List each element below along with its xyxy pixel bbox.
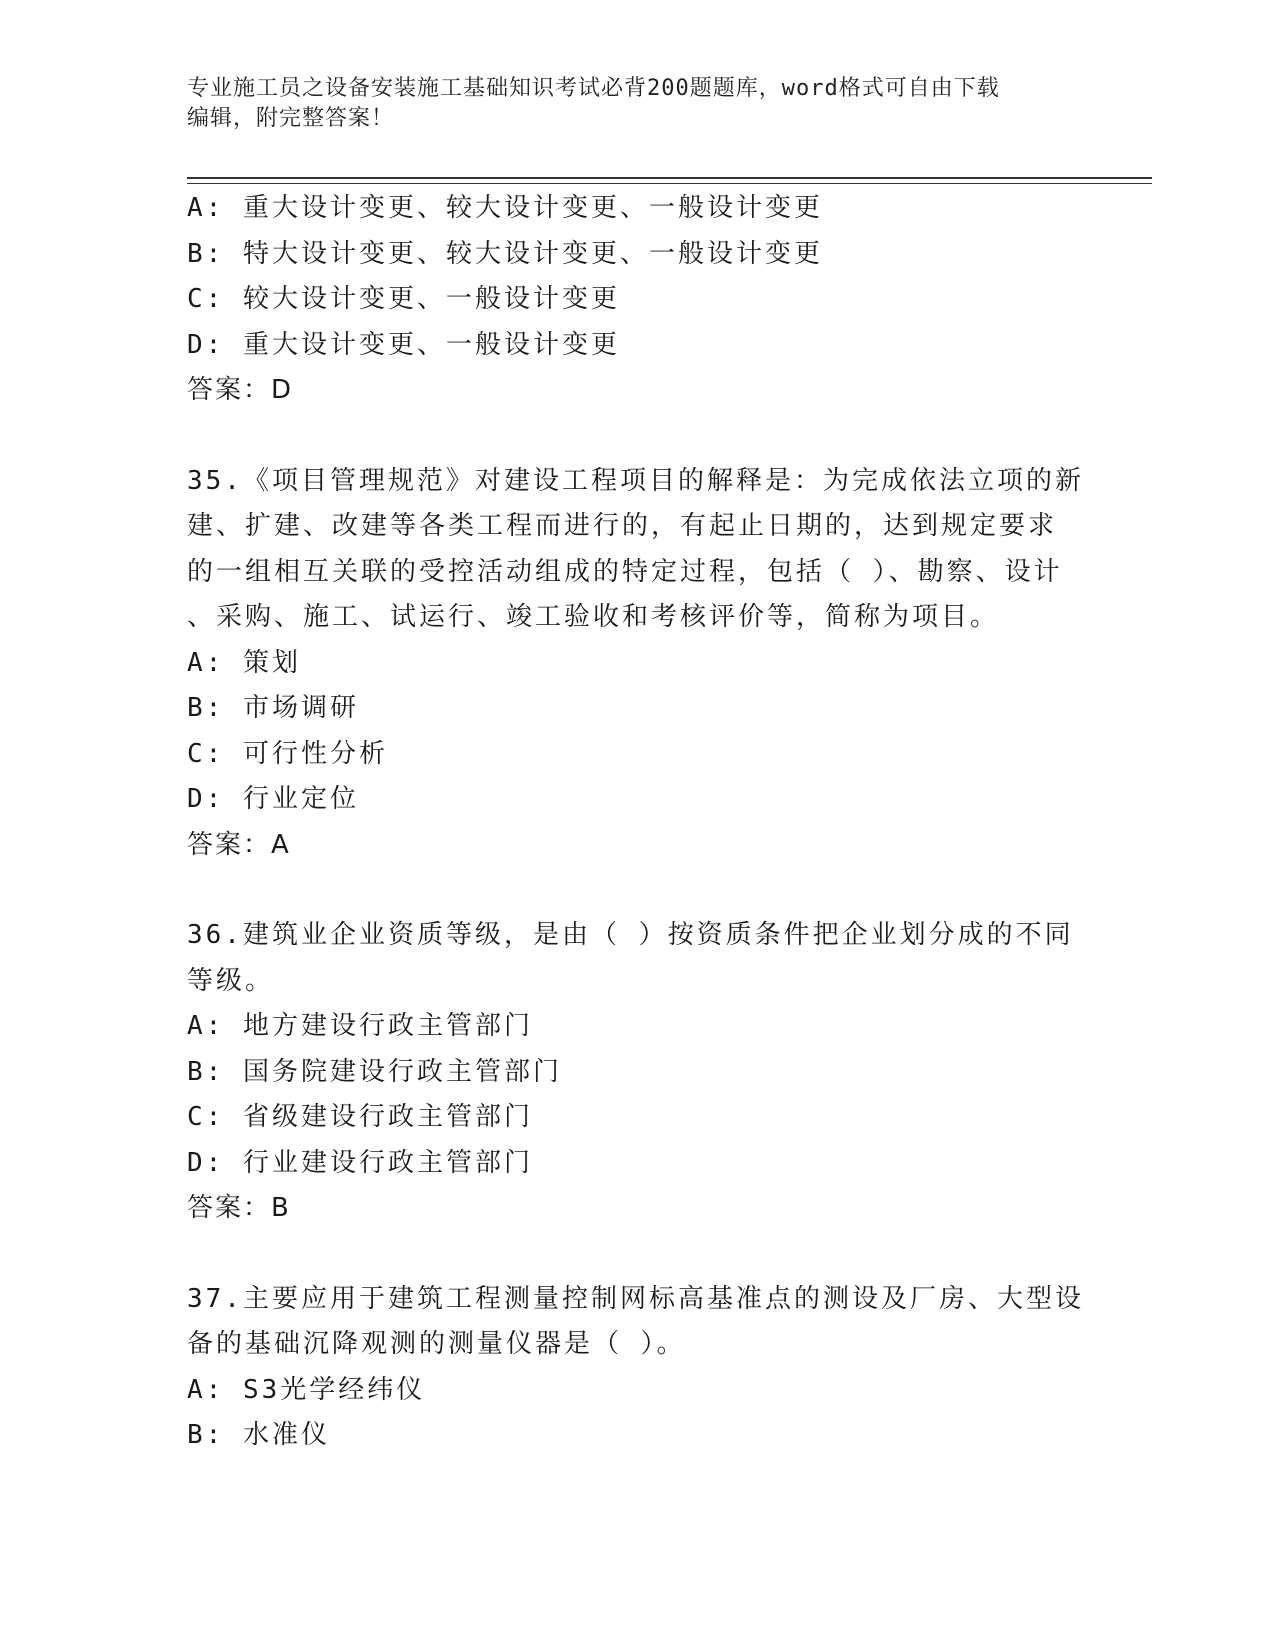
header-line-1: 专业施工员之设备安装施工基础知识考试必背200题题库，word格式可自由下载 [187,76,1000,101]
question-text-line: 建、扩建、改建等各类工程而进行的，有起止日期的，达到规定要求 [187,511,1058,541]
header-divider-thick [187,177,1152,179]
option-c: C: 省级建设行政主管部门 [187,1102,533,1132]
option-d: D: 重大设计变更、一般设计变更 [187,329,620,360]
option-b: B: 国务院建设行政主管部门 [187,1056,562,1087]
question-text-line: 、采购、施工、试运行、竣工验收和考核评价等，简称为项目。 [187,602,1000,632]
question-text-line: 37.主要应用于建筑工程测量控制网标高基准点的测设及厂房、大型设 [187,1283,1084,1314]
question-text-line: 36.建筑业企业资质等级，是由（ ）按资质条件把企业划分成的不同 [187,920,1074,950]
question-text-line: 的一组相互关联的受控活动组成的特定过程，包括（ ）、勘察、设计 [187,556,1063,587]
option-a: A: 地方建设行政主管部门 [187,1011,533,1041]
header-line-2: 编辑，附完整答案！ [187,106,395,131]
option-c: C: 较大设计变更、一般设计变更 [187,284,620,314]
question-36 [187,913,1087,1232]
option-d: D: 行业建设行政主管部门 [187,1147,533,1178]
question-text-line: 35.《项目管理规范》对建设工程项目的解释是：为完成依法立项的新 [187,465,1084,496]
question-34 [187,186,1087,414]
option-b: B: 市场调研 [187,693,359,723]
question-content [187,186,1087,1504]
option-a: A: 策划 [187,647,301,678]
question-text-line: 等级。 [187,965,275,996]
option-b: B: 特大设计变更、较大设计变更、一般设计变更 [187,238,823,269]
answer: 答案：A [187,829,291,860]
answer: 答案：D [187,375,294,405]
question-35 [187,459,1087,869]
question-37 [187,1277,1087,1459]
option-b: B: 水准仪 [187,1420,330,1450]
document-header [187,74,1067,134]
option-a: A: S3光学经纬仪 [187,1374,426,1405]
option-c: C: 可行性分析 [187,738,388,769]
header-divider-thin [187,183,1152,184]
answer: 答案：B [187,1193,291,1223]
option-a: A: 重大设计变更、较大设计变更、一般设计变更 [187,193,823,223]
question-text-line: 备的基础沉降观测的测量仪器是（ ）。 [187,1329,686,1359]
option-d: D: 行业定位 [187,784,359,814]
